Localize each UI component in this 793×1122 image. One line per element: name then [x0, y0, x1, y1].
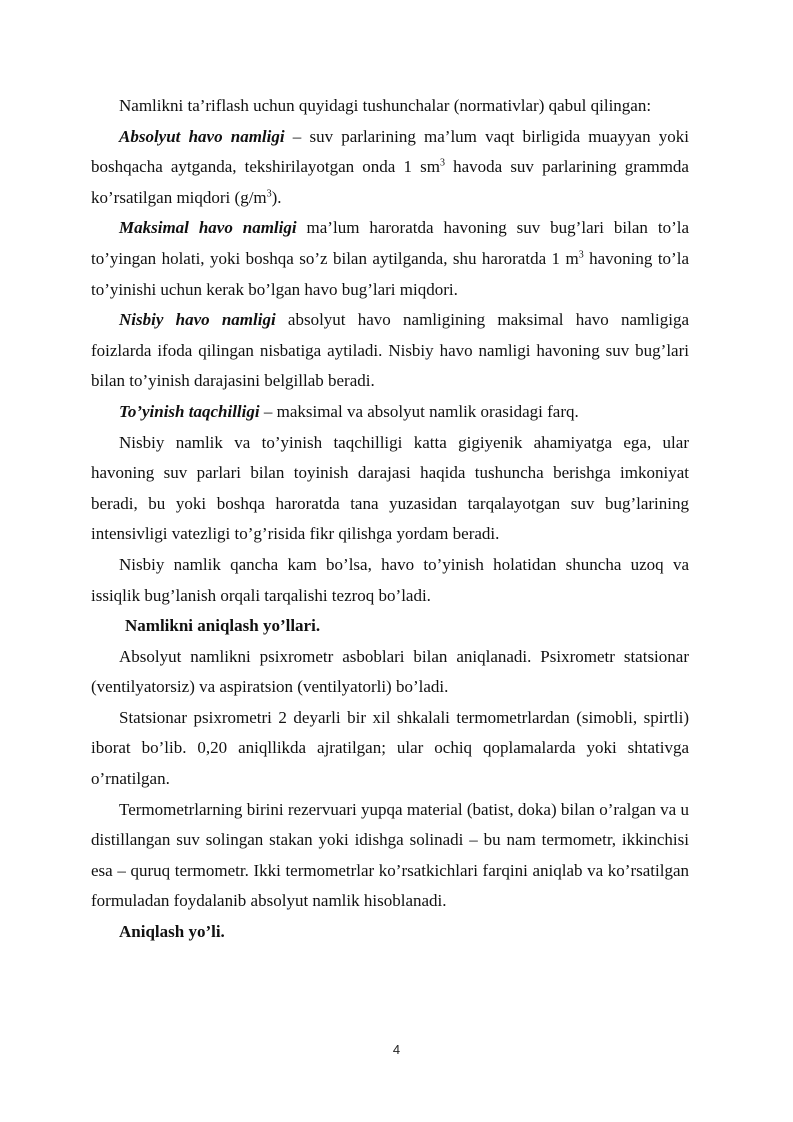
superscript: 3: [266, 188, 272, 200]
heading-text: Aniqlash yo’li.: [119, 922, 225, 942]
term-maximal-humidity: Maksimal havo namligi: [119, 218, 297, 238]
paragraph-intro: [91, 91, 689, 122]
paragraph-text: ).: [271, 187, 282, 207]
paragraph-text: Termometrlarning birini rezervuari yupqa material (batist, doka) bilan o’ralgan va u distillangan suv solingan stakan yoki idishga solinadi – bu nam termometr, ikkinchisi esa – quruq termometr. Ikki termometrlar ko’rsatkichlari farqini aniqlab va ko’rsatilgan formuladan foydalanib absolyut namlik hisoblanadi.: [91, 799, 689, 911]
term-absolute-humidity: Absolyut havo namligi: [119, 126, 285, 146]
paragraph-text: Namlikni ta’riflash uchun quyidagi tushunchalar (normativlar) qabul qilingan:: [119, 96, 652, 115]
paragraph-saturation-deficit: [91, 397, 689, 428]
paragraph-text: Nisbiy namlik qancha kam bo’lsa, havo to’yinish holatidan shuncha uzoq va issiqlik bug’lanish orqali tarqalishi tezroq bo’ladi.: [91, 554, 689, 605]
term-relative-humidity: Nisbiy havo namligi: [119, 310, 276, 330]
paragraph-text: ma’lum haroratda havoning suv bug’lari bilan to’la to’yingan holati, yoki boshqa so’z bilan aytilganda, shu haroratda 1 m: [91, 218, 689, 268]
paragraph-absolute-humidity: [91, 122, 689, 214]
paragraph-psychrometer: [91, 642, 689, 703]
section-heading-methods: [91, 611, 689, 642]
superscript: 3: [578, 249, 584, 261]
paragraph-text: havoda suv parlarining grammda ko’rsatilgan miqdori (g/m: [91, 157, 689, 207]
paragraph-text: – suv parlarining ma’lum vaqt birligida muayyan yoki boshqacha aytganda, tekshirilayotgan onda 1 sm: [91, 126, 690, 177]
paragraph-evaporation: [91, 550, 689, 611]
page-body: [91, 91, 690, 948]
section-heading-procedure: [91, 917, 689, 948]
paragraph-text: Absolyut namlikni psixrometr asboblari bilan aniqlanadi. Psixrometr statsionar (ventilyatorsiz) va aspiratsion (ventilyatorli) bo’ladi.: [91, 646, 689, 697]
paragraph-text: havoning to’la to’yinishi uchun kerak bo’lgan havo bug’lari miqdori.: [91, 248, 689, 299]
paragraph-thermometers: [91, 795, 689, 917]
term-saturation-deficit: To’yinish taqchilligi: [119, 401, 260, 421]
paragraph-stationary-psychrometer: [91, 703, 689, 795]
paragraph-text: – maksimal va absolyut namlik orasidagi farq.: [259, 401, 579, 421]
paragraph-relative-humidity: [91, 305, 689, 397]
paragraph-text: Nisbiy namlik va to’yinish taqchilligi katta gigiyenik ahamiyatga ega, ular havoning suv parlari bilan toyinish darajasi haqida tushuncha berishga imkoniyat beradi, bu yoki boshqa haroratda tana yuzasidan tarqalayotgan suv bug’larining intensivligi vatezligi to’g’risida fikr qilishga yordam beradi.: [91, 432, 689, 544]
paragraph-maximal-humidity: [91, 213, 689, 305]
paragraph-hygienic-importance: [91, 428, 689, 550]
heading-text: Namlikni aniqlash yo’llari.: [125, 616, 321, 636]
page-number: 4: [392, 1042, 401, 1057]
superscript: 3: [439, 157, 445, 169]
paragraph-text: Statsionar psixrometri 2 deyarli bir xil shkalali termometrlardan (simobli, spirtli) iborat bo’lib. 0,20 aniqllikda ajratilgan; ular ochiq qoplamalarda yoki shtativga o’rnatilgan.: [91, 707, 689, 789]
paragraph-text: absolyut havo namligining maksimal havo namligiga foizlarda ifoda qilingan nisbatiga aytiladi. Nisbiy havo namligi havoning suv bug’lari bilan to’yinish darajasini belgillab beradi.: [91, 310, 689, 391]
